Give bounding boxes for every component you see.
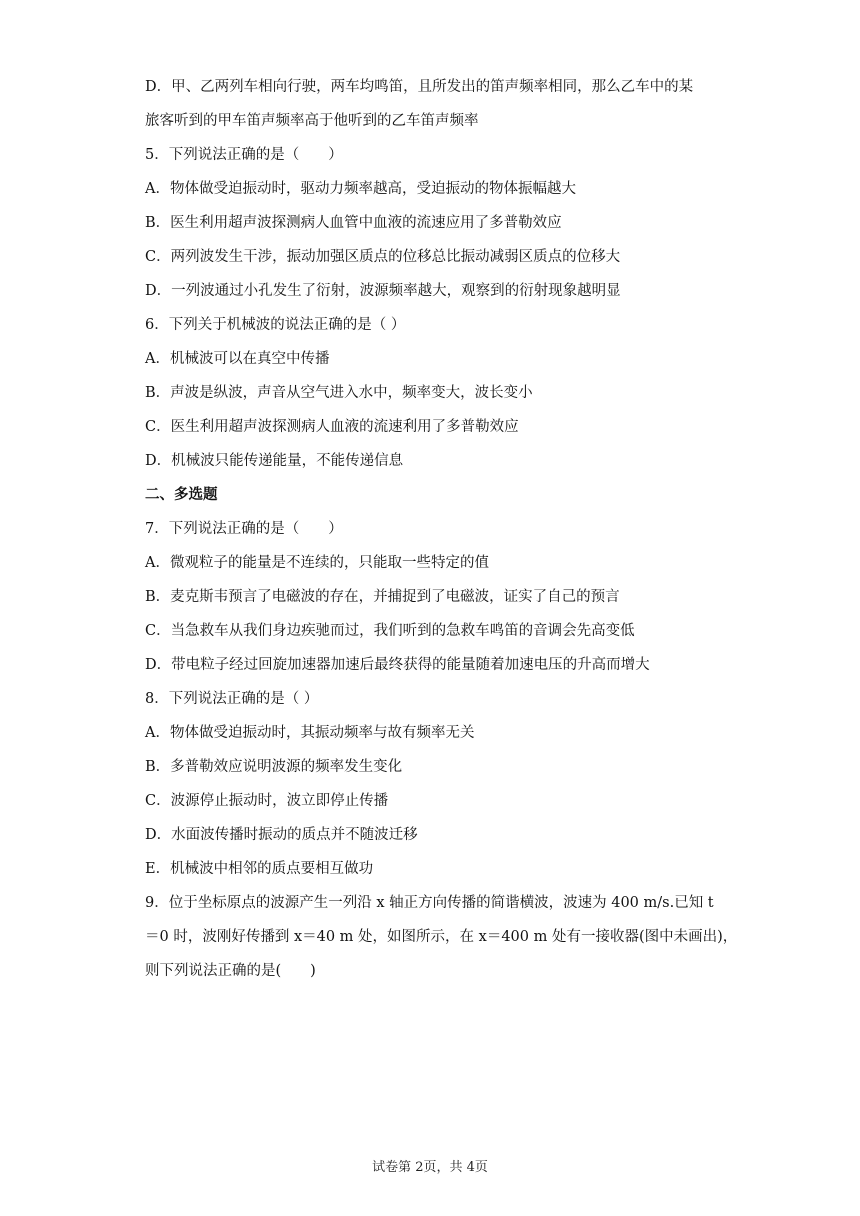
- option-d: D．机械波只能传递能量，不能传递信息: [145, 453, 404, 469]
- option-d: D．水面波传播时振动的质点并不随波迁移: [145, 827, 418, 843]
- option-a: A．机械波可以在真空中传播: [145, 351, 330, 367]
- section-title-multiple-choice: 二、多选题: [145, 487, 218, 503]
- option-c: C．两列波发生干涉，振动加强区质点的位移总比振动减弱区质点的位移大: [145, 249, 621, 265]
- question-5: [145, 138, 730, 308]
- page-content: [145, 70, 738, 988]
- question-8: [145, 682, 730, 886]
- question-6: [145, 308, 730, 478]
- page-footer: 试卷第 2页，共 4页: [372, 1160, 488, 1175]
- question-9: [145, 886, 738, 988]
- option-c: C．波源停止振动时，波立即停止传播: [145, 793, 389, 809]
- question-stem-line-1: 9．位于坐标原点的波源产生一列沿 x 轴正方向传播的简谐横波，波速为 400 m/s.已知 t: [145, 895, 714, 911]
- option-a: A．物体做受迫振动时，其振动频率与故有频率无关: [145, 725, 475, 741]
- question-stem: 8．下列说法正确的是（ ）: [145, 691, 319, 707]
- option-b: B．多普勒效应说明波源的频率发生变化: [145, 759, 403, 775]
- option-a: A．物体做受迫振动时，驱动力频率越高，受迫振动的物体振幅越大: [145, 181, 576, 197]
- option-d: D．一列波通过小孔发生了衍射，波源频率越大，观察到的衍射现象越明显: [145, 283, 621, 299]
- option-c: C．当急救车从我们身边疾驰而过，我们听到的急救车鸣笛的音调会先高变低: [145, 623, 635, 639]
- question-stem-line-3: 则下列说法正确的是( ): [145, 963, 316, 979]
- option-d: D．带电粒子经过回旋加速器加速后最终获得的能量随着加速电压的升高而增大: [145, 657, 650, 673]
- question-4-option-d: [145, 70, 730, 138]
- option-a: A．微观粒子的能量是不连续的，只能取一些特定的值: [145, 555, 489, 571]
- question-stem: 5．下列说法正确的是（ ）: [145, 147, 343, 163]
- option-b: B．医生利用超声波探测病人血管中血液的流速应用了多普勒效应: [145, 215, 562, 231]
- question-7: [145, 512, 730, 682]
- question-stem: 6．下列关于机械波的说法正确的是（ ）: [145, 317, 406, 333]
- option-e: E．机械波中相邻的质点要相互做功: [145, 861, 374, 877]
- option-b: B．声波是纵波，声音从空气进入水中，频率变大，波长变小: [145, 385, 533, 401]
- question-stem-line-2: ＝0 时，波刚好传播到 x＝40 m 处，如图所示，在 x＝400 m 处有一接收器(图中未画出)，: [145, 929, 738, 945]
- option-b: B．麦克斯韦预言了电磁波的存在，并捕捉到了电磁波，证实了自己的预言: [145, 589, 620, 605]
- question-stem: 7．下列说法正确的是（ ）: [145, 521, 343, 537]
- option-d-line-1: D．甲、乙两列车相向行驶，两车均鸣笛，且所发出的笛声频率相同，那么乙车中的某: [145, 79, 694, 95]
- option-d-line-2: 旅客听到的甲车笛声频率高于他听到的乙车笛声频率: [145, 113, 479, 129]
- option-c: C．医生利用超声波探测病人血液的流速利用了多普勒效应: [145, 419, 519, 435]
